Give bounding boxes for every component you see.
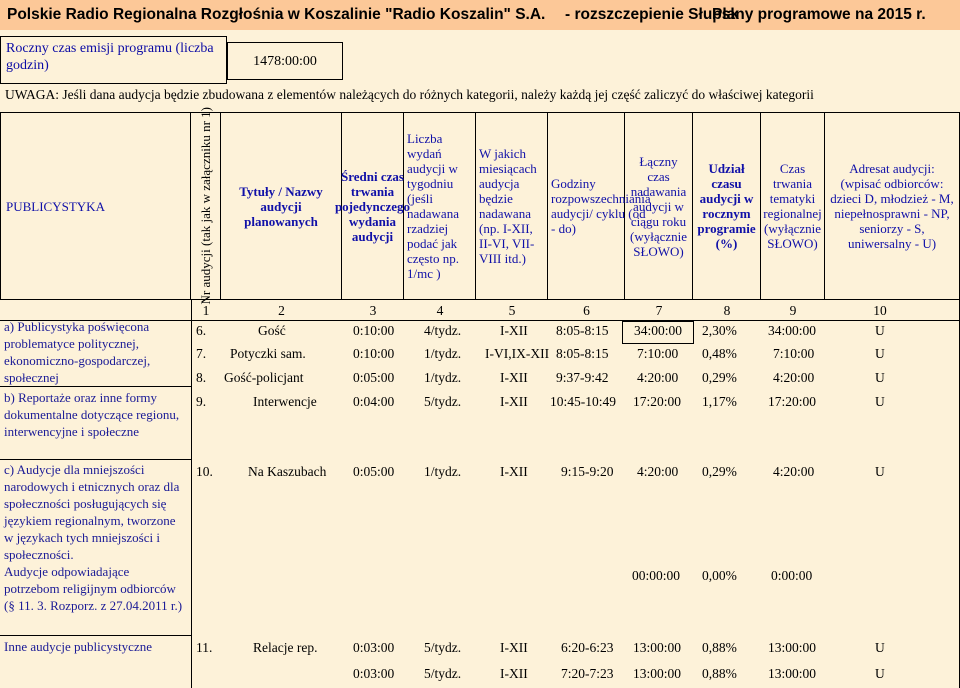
cell-hours: 8:05-8:15	[556, 346, 609, 361]
cell-share: 0,48%	[702, 346, 737, 361]
header-total: Łączny czas nadawania audycji w ciągu roku (wyłącznie SŁOWO)	[625, 112, 693, 300]
cell-total: 00:00:00	[632, 568, 681, 583]
cell-regional: 13:00:00	[768, 666, 817, 681]
cell-hours: 10:45-10:49	[550, 394, 616, 409]
cell-regional: 17:20:00	[768, 394, 817, 409]
cell-title: Gość-policjant	[224, 370, 304, 385]
cell-avg: 0:05:00	[353, 370, 395, 385]
table-row	[0, 322, 960, 342]
cell-regional: 34:00:00	[768, 323, 817, 338]
col-number: 8	[723, 303, 731, 318]
cell-addr: U	[875, 394, 885, 409]
cell-addr: U	[875, 370, 885, 385]
cell-nr: 9.	[196, 394, 207, 409]
cell-avg: 0:10:00	[353, 346, 395, 361]
table-row	[0, 665, 960, 685]
cell-nr: 8.	[196, 370, 207, 385]
cell-total: 4:20:00	[637, 464, 679, 479]
cell-hours: 7:20-7:23	[561, 666, 614, 681]
cell-addr: U	[875, 346, 885, 361]
header-months: W jakich miesiącach audycja będzie nadawana (np. I-XII, II-VI, VII-VIII itd.)	[476, 112, 548, 300]
cell-count: 1/tydz.	[424, 346, 462, 361]
cell-hours: 9:15-9:20	[561, 464, 614, 479]
cell-addr: U	[875, 640, 885, 655]
cell-avg: 0:10:00	[353, 323, 395, 338]
col-number: 10	[873, 303, 887, 318]
cell-regional: 4:20:00	[773, 370, 815, 385]
cell-share: 0,29%	[702, 370, 737, 385]
cell-months: I-XII	[500, 394, 528, 409]
cell-avg: 0:04:00	[353, 394, 395, 409]
cell-title: Na Kaszubach	[248, 464, 327, 479]
cell-addr: U	[875, 323, 885, 338]
header-titles: Tytuły / Nazwy audycji planowanych	[221, 112, 342, 300]
col-number: 3	[369, 303, 377, 318]
header-share: Udział czasu audycji w rocznym programie (%)	[693, 112, 761, 300]
cell-regional: 4:20:00	[773, 464, 815, 479]
header-nr	[191, 107, 221, 305]
cell-hours: 9:37-9:42	[556, 370, 609, 385]
category-religious: Audycje odpowiadające potrzebom religijnym odbiorców (§ 11. 3. Rozporz. z 27.04.2011 r.)	[4, 564, 183, 613]
cell-hours: 8:05-8:15	[556, 323, 609, 338]
cell-count: 1/tydz.	[424, 370, 462, 385]
header-regional: Czas trwania tematyki regionalnej (wyłącznie SŁOWO)	[761, 112, 825, 300]
col-number: 4	[436, 303, 444, 318]
category-c: c) Audycje dla mniejszości narodowych i etnicznych oraz dla społeczności posługujących się językiem regionalnym, tworzone w językach tych mniejszości i społeczności.	[4, 462, 180, 562]
cell-title: Interwencje	[253, 394, 317, 409]
cell-nr: 10.	[196, 464, 213, 479]
cell-count: 5/tydz.	[424, 666, 462, 681]
cell-avg: 0:03:00	[353, 640, 395, 655]
table-row	[0, 393, 960, 413]
cell-addr: U	[875, 666, 885, 681]
cell-months: I-XII	[500, 666, 528, 681]
header-count: Liczba wydań audycji w tygodniu (jeśli nadawana rzadziej podać jak często np. 1/mc )	[404, 112, 476, 300]
cell-count: 1/tydz.	[424, 464, 462, 479]
cell-total: 17:20:00	[633, 394, 682, 409]
cell-months: I-XII	[500, 323, 528, 338]
title-main: Polskie Radio Regionalna Rozgłośnia w Koszalinie "Radio Koszalin" S.A.	[7, 6, 546, 23]
cell-nr: 6.	[196, 323, 207, 338]
cell-addr: U	[875, 464, 885, 479]
cell-avg: 0:05:00	[353, 464, 395, 479]
warning-note: UWAGA: Jeśli dana audycja będzie zbudowana z elementów należących do różnych kategorii, należy każdą jej część zaliczyć do właściwej kategorii	[5, 87, 814, 102]
cell-regional: 0:00:00	[771, 568, 813, 583]
cell-share: 2,30%	[702, 323, 737, 338]
col-number: 1	[202, 303, 210, 318]
header-addressee: Adresat audycji: (wpisać odbiorców: dzieci D, młodzież - M, niepełnosprawni - NP, seniorzy - S, uniwersalny - U)	[825, 112, 960, 300]
cell-months: I-VI,IX-XII	[485, 346, 550, 361]
title-plan: Plany programowe na 2015 r.	[712, 6, 926, 23]
cell-regional: 13:00:00	[768, 640, 817, 655]
cell-count: 5/tydz.	[424, 394, 462, 409]
cell-share: 0,00%	[702, 568, 737, 583]
col-number: 7	[655, 303, 663, 318]
category-divider	[0, 459, 191, 460]
header-category: PUBLICYSTYKA	[0, 112, 191, 300]
title-sub: - rozszczepienie Słupsk	[565, 6, 739, 23]
cell-share: 1,17%	[702, 394, 737, 409]
cell-count: 5/tydz.	[424, 640, 462, 655]
cell-nr: 7.	[196, 346, 207, 361]
col-number: 6	[583, 303, 590, 318]
category-b: b) Reportaże oraz inne formy dokumentalne dotyczące regionu, interwencyjne i społeczne	[4, 390, 180, 439]
table-row	[0, 639, 960, 659]
header-nr-text: Nr audycji (tak jak w załączniku nr 1)	[198, 107, 213, 305]
cell-share: 0,88%	[702, 640, 737, 655]
table-row	[0, 369, 960, 389]
emission-value[interactable]: 1478:00:00	[227, 42, 343, 80]
col-number: 2	[278, 303, 285, 318]
cell-title: Relacje rep.	[253, 640, 318, 655]
cell-months: I-XII	[500, 640, 528, 655]
category-divider	[0, 635, 191, 636]
cell-share: 0,29%	[702, 464, 737, 479]
table-row	[0, 345, 960, 365]
table-row	[0, 463, 960, 483]
cell-avg: 0:03:00	[353, 666, 395, 681]
header-hours: Godziny rozpowszechniania audycji/ cyklu (od - do)	[548, 112, 625, 300]
emission-label: Roczny czas emisji programu (liczba godzin)	[0, 36, 227, 84]
cell-count: 4/tydz.	[424, 323, 462, 338]
cell-total: 7:10:00	[637, 346, 679, 361]
header-avg-duration: Średni czas trwania pojedynczego wydania audycji	[342, 112, 404, 300]
cell-total: 13:00:00	[633, 666, 682, 681]
cell-title: Gość	[258, 323, 286, 338]
cell-total: 13:00:00	[633, 640, 682, 655]
cell-months: I-XII	[500, 464, 528, 479]
category-a: a) Publicystyka poświęcona problematyce politycznej, ekonomiczno-gospodarczej, społecznej	[4, 319, 151, 385]
cell-title: Potyczki sam.	[230, 346, 306, 361]
table-row	[0, 567, 960, 587]
cell-share: 0,88%	[702, 666, 737, 681]
page-title	[0, 0, 960, 30]
cell-regional: 7:10:00	[773, 346, 815, 361]
cell-total: 4:20:00	[637, 370, 679, 385]
cell-nr: 11.	[196, 640, 213, 655]
col-number: 5	[508, 303, 516, 318]
cell-hours: 6:20-6:23	[561, 640, 614, 655]
category-other: Inne audycje publicystyczne	[4, 639, 152, 654]
cell-total-selected[interactable]: 34:00:00	[622, 321, 694, 344]
cell-months: I-XII	[500, 370, 528, 385]
col-number: 9	[789, 303, 797, 318]
